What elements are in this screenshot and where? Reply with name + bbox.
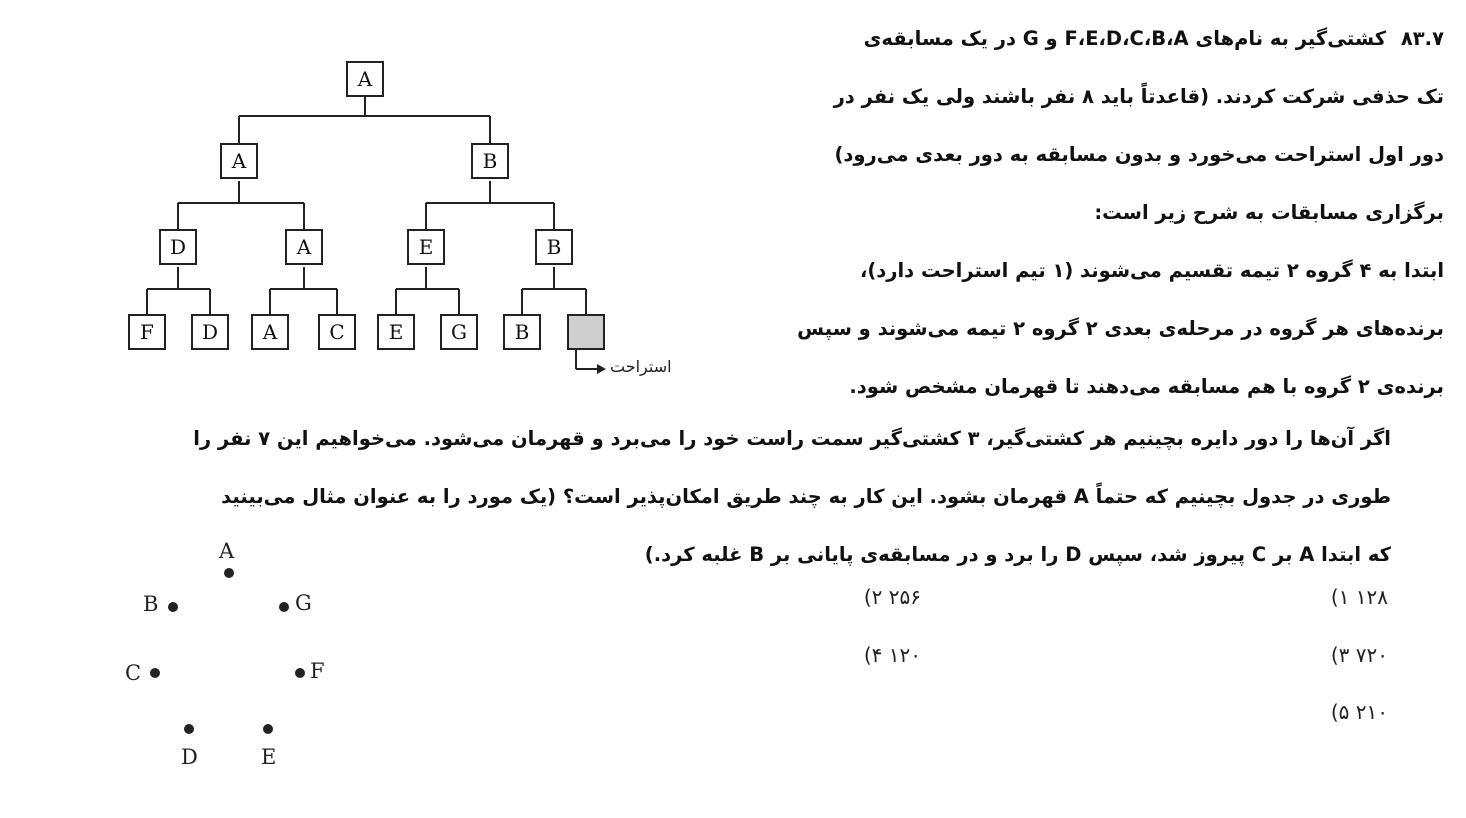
bracket-r1-3: A [251, 314, 289, 350]
bracket-semi-2: B [471, 143, 509, 179]
intro-line-1: ۸۳.۷ کشتی‌گیر به نام‌های F،E،D،C،B،A و G در یک مسابقه‌ی [863, 27, 1444, 50]
option-1[interactable]: ۱۲۸ ۱) [1330, 585, 1388, 609]
circle-label-c: C [125, 661, 142, 685]
body-line-1: اگر آن‌ها را دور دایره بچینیم هر کشتی‌گیر، ۳ کشتی‌گیر سمت راست خود را می‌برد و قهرمان می‌شود. می‌خواهیم این ۷ نفر را [193, 427, 1391, 450]
circle-label-a: A [219, 539, 235, 563]
bracket-r1-4: C [318, 314, 356, 350]
bracket-r1-2: D [191, 314, 229, 350]
circle-label-g: G [295, 591, 312, 615]
circle-label-b: B [143, 592, 159, 616]
intro-line-6: برنده‌های هر گروه در مرحله‌ی بعدی ۲ گروه ۲ تیمه می‌شوند و سپس [797, 317, 1444, 340]
option-5[interactable]: ۲۱۰ ۵) [1330, 700, 1388, 724]
circle-dot-g [279, 602, 289, 612]
bracket-r1-6: G [440, 314, 478, 350]
bracket-lines [0, 0, 720, 400]
bracket-r1-5: E [377, 314, 415, 350]
bracket-r1-1: F [128, 314, 166, 350]
body-line-2: طوری در جدول بچینیم که حتماً A قهرمان بشود. این کار به چند طریق امکان‌پذیر است؟ (یک مورد را به عنوان مثال می‌بینید [221, 485, 1391, 508]
bracket-semi-1: A [220, 143, 258, 179]
circle-label-f: F [310, 659, 325, 683]
bracket-r1-7: B [503, 314, 541, 350]
circle-label-e: E [261, 745, 277, 769]
bracket-quarter-3: E [407, 229, 445, 265]
option-2[interactable]: ۲۵۶ ۲) [863, 585, 921, 609]
bracket-quarter-2: A [285, 229, 323, 265]
intro-line-4: برگزاری مسابقات به شرح زیر است: [1094, 201, 1444, 224]
body-line-3: که ابتدا A بر C پیروز شد، سپس D را برد و در مسابقه‌ی پایانی بر B غلبه کرد.) [644, 543, 1391, 566]
bracket-bye-slot [567, 314, 605, 350]
bracket-final: A [346, 61, 384, 97]
question-body [121, 410, 1391, 584]
circle-dot-e [263, 724, 273, 734]
intro-line-7: برنده‌ی ۲ گروه با هم مسابقه می‌دهند تا قهرمان مشخص شود. [849, 375, 1444, 398]
circle-dot-a [224, 568, 234, 578]
circle-dot-c [150, 668, 160, 678]
bracket-quarter-4: B [535, 229, 573, 265]
option-3[interactable]: ۷۲۰ ۳) [1330, 643, 1388, 667]
bracket-quarter-1: D [159, 229, 197, 265]
option-4[interactable]: ۱۲۰ ۴) [863, 643, 921, 667]
question-intro [674, 10, 1444, 416]
circle-dot-f [295, 668, 305, 678]
intro-line-5: ابتدا به ۴ گروه ۲ تیمه تقسیم می‌شوند (۱ تیم استراحت دارد)، [859, 259, 1444, 282]
circle-label-d: D [181, 745, 198, 769]
circle-dot-d [184, 724, 194, 734]
question-number: ۸۳. [1400, 27, 1433, 50]
bye-label: استراحت [610, 357, 672, 376]
circle-dot-b [168, 602, 178, 612]
intro-line-3: دور اول استراحت می‌خورد و بدون مسابقه به دور بعدی می‌رود) [834, 143, 1444, 166]
intro-line-2: تک حذفی شرکت کردند. (قاعدتاً باید ۸ نفر باشند ولی یک نفر در [833, 85, 1444, 108]
